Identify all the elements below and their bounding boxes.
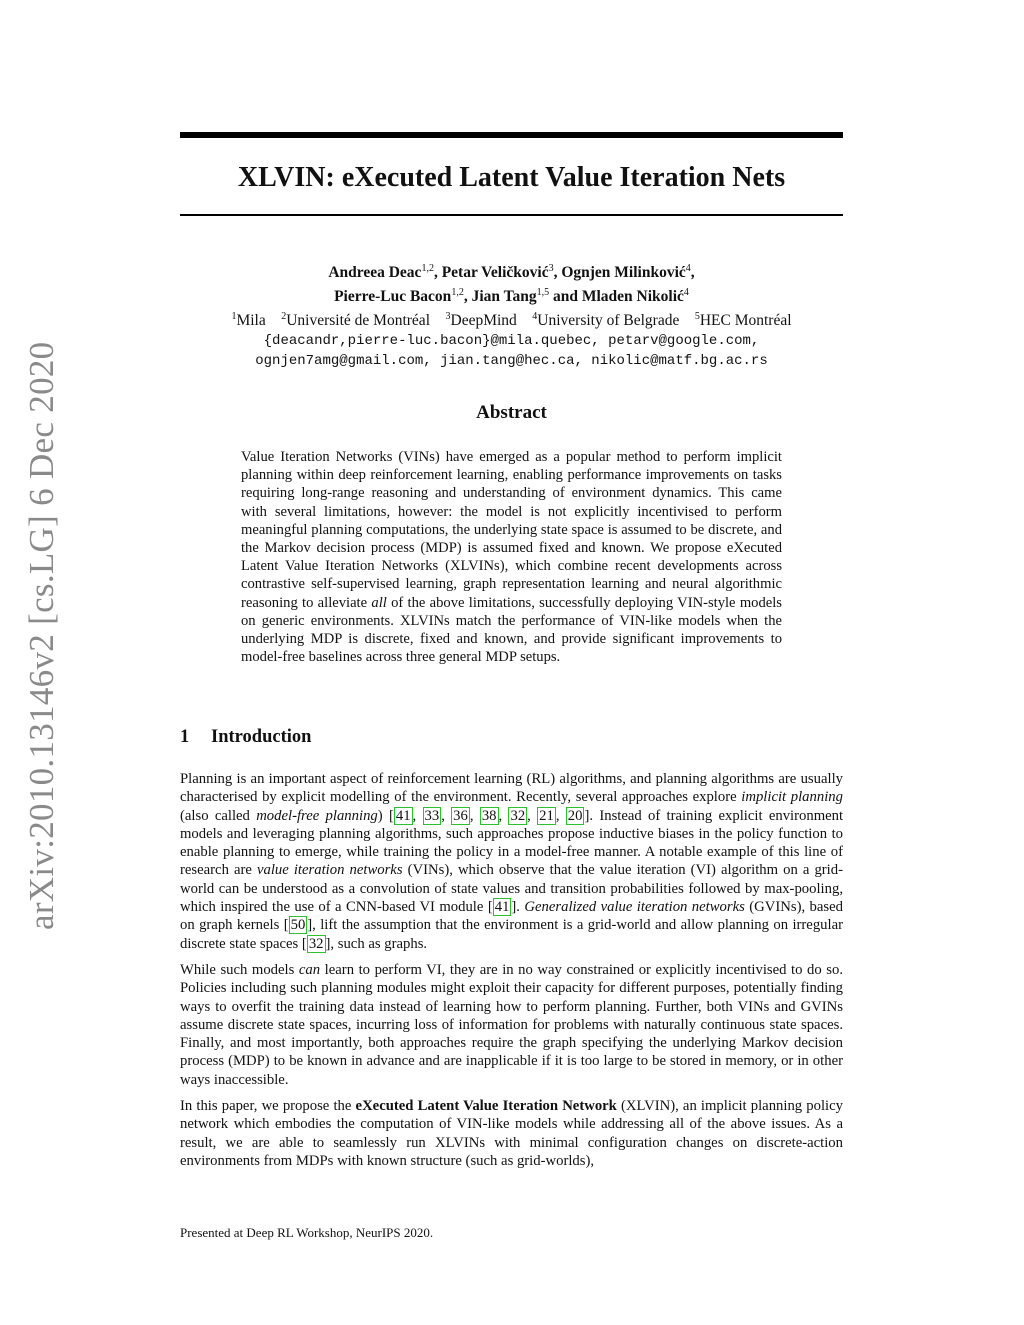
author-names (150, 259, 873, 307)
text-run: ], lift the assumption that the environment is a grid-world and allow planning on irregular discrete state spaces [ (180, 917, 844, 952)
abstract-body (241, 448, 782, 666)
text-run: (VINs), which observe that the value iteration (VI) algorithm on a grid-world can be understood as a convolution of state values and transition probabilities followed by max-pooling, which inspired the use of a CNN-based VI module [ (180, 862, 843, 916)
text-emph: Generalized value iteration networks (524, 899, 745, 916)
aff-sup: 4 (532, 311, 538, 323)
text-bold: eXecuted Latent Value Iteration Network (355, 1098, 617, 1115)
text-run: In this paper, we propose the (180, 1098, 356, 1115)
text-emph: value iteration networks (256, 862, 403, 879)
text-run: ]. Instead of training explicit environment models and leveraging planning algorithms, such approaches propose inductive biases in the policy function to enable planning to emerge, while training the policy in a model-free manner. A notable example of this line of research are (180, 807, 844, 879)
affiliation: Université de Montréal (286, 312, 430, 330)
text-run: ]. (511, 899, 525, 916)
text-run: (XLVIN), an implicit planning policy network which embodies the computation of VIN-like models while addressing all of the above issues. As a result, we are able to seamlessly run XLVINs with minimal configuration changes on discrete-action environments from MDPs with known structure (such as grid-worlds), (180, 1098, 843, 1169)
aff-sup: 3 (445, 311, 451, 323)
author-block (150, 259, 873, 371)
section-title: Introduction (211, 727, 312, 747)
citation-link[interactable]: 50 (290, 917, 306, 934)
author-sup: 1,2 (421, 263, 434, 274)
affiliations (150, 307, 873, 331)
aff-sup: 1 (231, 311, 237, 323)
arxiv-side-label: arXiv:2010.13146v2 [cs.LG] 6 Dec 2020 (22, 341, 61, 930)
author-sup: 4 (685, 263, 691, 274)
section-heading (180, 727, 311, 748)
text-emph: all (371, 594, 387, 611)
citation-link[interactable]: 32 (308, 935, 324, 952)
citation-link[interactable]: 32 (510, 807, 526, 824)
text-run: Value Iteration Networks (VINs) have emerged as a popular method to perform implicit planning within deep reinforcement learning, enabling performance improvements on tasks requiring long-range reasoning and understanding of environment dynamics. This came with several limitations, however: the model is not explicitly incentivised to perform meaningful planning computations, the underlying state space is assumed to be discrete, and the Markov decision process (MDP) is assumed fixed and known. We propose eXecuted Latent Value Iteration Networks (XLVINs), which combine recent developments across contrastive self-supervised learning, graph representation learning and neural algorithmic reasoning to alleviate (241, 449, 782, 611)
text-emph: model-free planning (256, 807, 378, 824)
text-emph: implicit planning (741, 789, 843, 806)
affiliation: University of Belgrade (537, 312, 680, 330)
citation-link[interactable]: 20 (567, 807, 583, 824)
author-name: Pierre-Luc Bacon (334, 288, 452, 306)
text-run: (also called (180, 807, 257, 824)
abstract-heading: Abstract (476, 402, 547, 423)
author-sep: , (690, 264, 695, 282)
author-name: Andreea Deac (328, 264, 422, 282)
citation-link[interactable]: 33 (424, 807, 440, 824)
paragraph (180, 1097, 843, 1170)
aff-sup: 5 (694, 311, 700, 323)
email-line-1: {deacandr,pierre-luc.bacon}@mila.quebec, petarv@google.com, (263, 333, 760, 350)
section-number: 1 (180, 727, 190, 747)
affiliation: HEC Montréal (699, 312, 792, 330)
paragraph: Planning is an important aspect of reinforcement learning (RL) algorithms, and planning algorithms are usually characterised by explicit modelling of the environment. Recently, several approaches explore implicit planning (also called model-free planning) [ 41 , 33 , 36 , 38 , 32 , 21 , 20 ]. Instead of training explicit environment models and leveraging planning algorithms, such approaches propose inductive biases in the policy function to enable planning to emerge, while training the policy in a model-free manner. A notable example of this line of research are value iteration networks (VINs), which observe that the value iteration (VI) algorithm on a grid-world can be understood as a convolution of state values and transition probabilities followed by max-pooling, which inspired the use of a CNN-based VI module [ 41 ]. Generalized value iteration networks (GVINs), based on graph kernels [ 50 ], lift the assumption that the environment is a grid-world and allow planning on irregular discrete state spaces [ 32 ], such as graphs. (180, 771, 844, 952)
title-top-rule (180, 132, 843, 138)
text-run: (GVINs), based on graph kernels [ (180, 899, 843, 934)
title-bottom-rule (180, 214, 843, 216)
author-sup: 4 (683, 287, 689, 299)
author-sup: 3 (548, 263, 554, 274)
footer-note: Presented at Deep RL Workshop, NeurIPS 2020. (180, 1225, 434, 1240)
text-run: ) [ (377, 807, 394, 824)
author-sup: 1,2 (451, 287, 464, 299)
text-emph: can (298, 961, 321, 978)
paragraph (180, 961, 843, 1089)
text-run: Planning is an important aspect of reinforcement learning (RL) algorithms, and planning algorithms are usually characterised by explicit modelling of the environment. Recently, several approaches explore (180, 771, 843, 806)
citation-link[interactable]: 41 (395, 807, 411, 824)
text-run: ], such as graphs. (325, 935, 428, 952)
paper-title: XLVIN: eXecuted Latent Value Iteration Nets (237, 162, 786, 193)
aff-sup: 2 (281, 311, 287, 323)
citation-link[interactable]: 41 (494, 899, 510, 916)
author-name: , Ognjen Milinković (553, 264, 686, 282)
text-run: learn to perform VI, they are in no way constrained or explicitly incentivised to do so. Policies including such planning modules might exploit their capacity for different purposes, potentially finding ways to overfit the training data instead of learning how to perform planning. Further, both VINs and GVINs assume discrete state spaces, incurring loss of information for problems with naturally continuous state spaces. Finally, and most importantly, both approaches require the graph specifying the underlying Markov decision process (MDP) to be known in advance and are inapplicable if it is too large to be stored in memory, or in other ways inaccessible. (180, 961, 843, 1088)
author-name: and Mladen Nikolić (549, 288, 684, 306)
introduction-body (180, 770, 843, 1178)
citation-link[interactable]: 38 (481, 807, 497, 824)
author-sup: 1,5 (536, 287, 550, 299)
affiliation: Mila (236, 312, 266, 330)
affiliation: DeepMind (450, 312, 517, 330)
text-run: of the above limitations, successfully deploying VIN-style models on generic environments. XLVINs match the performance of VIN-like models when the underlying MDP is discrete, fixed and known, and provide significant improvements to model-free baselines across three general MDP setups. (241, 594, 782, 666)
citation-link[interactable]: 36 (453, 807, 468, 824)
author-name: , Jian Tang (463, 288, 537, 306)
text-run: While such models (180, 961, 299, 978)
citation-link[interactable]: 21 (539, 807, 554, 824)
email-line-2: ognjen7amg@gmail.com, jian.tang@hec.ca, nikolic@matf.bg.ac.rs (255, 353, 768, 370)
author-name: , Petar Veličković (433, 264, 549, 282)
